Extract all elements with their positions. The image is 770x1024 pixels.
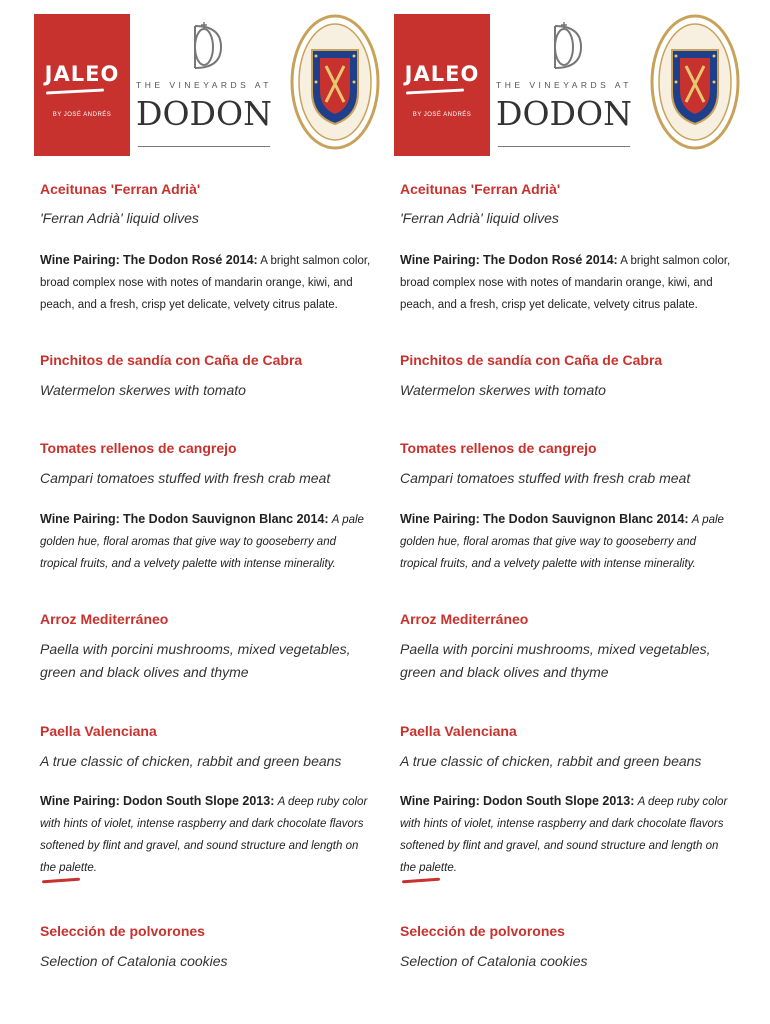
dodon-rule [138,146,270,147]
jaleo-logo-word: JALEO [404,62,480,86]
menu-item-title: Selección de polvorones [400,923,565,939]
dodon-logo [134,14,274,156]
menu-card-right [394,0,744,1024]
dodon-monogram-icon [181,22,227,80]
dodon-logo [494,14,634,156]
menu-item-title: Tomates rellenos de cangrejo [40,440,237,456]
menu-item-desc: Watermelon skerwes with tomato [400,382,606,398]
menu-item-desc: Paella with porcini mushrooms, mixed vegetables, green and black olives and thyme [400,641,711,680]
dodon-rule [498,146,630,147]
pairing-note: A deep ruby color with hints of violet, intense raspberry and dark chocolate flavors softened by flint and gravel, and sound structure and length on the palette. [40,796,368,874]
dodon-top-line: THE VINEYARDS AT [136,80,272,90]
pairing-label: Wine Pairing: [40,512,120,526]
menu-item-desc: Campari tomatoes stuffed with fresh crab meat [400,470,691,486]
pairing-wine: Dodon South Slope 2013: [122,794,275,808]
menu-item-title: Aceitunas 'Ferran Adrià' [400,181,561,197]
rotisseurs-seal [290,12,380,152]
dodon-top-line: THE VINEYARDS AT [496,80,632,90]
pairing-wine: The Dodon Rosé 2014: [122,253,258,267]
menu-item-desc: Selection of Catalonia cookies [400,953,588,969]
jaleo-logo [394,14,490,156]
rotisseurs-seal-icon [290,12,380,152]
menu-item-title: Pinchitos de sandía con Caña de Cabra [400,352,663,368]
pairing-note: A deep ruby color with hints of violet, intense raspberry and dark chocolate flavors softened by flint and gravel, and sound structure and length on the palette. [400,796,728,874]
pairing-label: Wine Pairing: [40,253,120,267]
rotisseurs-seal [650,12,740,152]
pairing-label: Wine Pairing: [400,512,480,526]
wine-pairing [400,249,732,316]
menu-item-title: Arroz Mediterráneo [40,611,169,627]
menu-item-title: Aceitunas 'Ferran Adrià' [40,181,201,197]
menu-item-desc: Watermelon skerwes with tomato [40,382,246,398]
pairing-wine: The Dodon Sauvignon Blanc 2014: [482,512,689,526]
pairing-label: Wine Pairing: [400,253,480,267]
dodon-name: DODON [136,94,272,133]
menu-item-title: Pinchitos de sandía con Caña de Cabra [40,352,303,368]
pairing-note: A bright salmon color, broad complex nose with notes of mandarin orange, kiwi, and peach, and a fresh, crisp yet delicate, velvety citrus palate. [400,255,731,311]
pairing-label: Wine Pairing: [400,794,480,808]
jaleo-swoosh [46,88,104,94]
menu-item-desc: 'Ferran Adrià' liquid olives [40,210,199,226]
dodon-name: DODON [496,94,632,133]
dodon-monogram-icon [541,22,587,80]
menu-item-desc: A true classic of chicken, rabbit and green beans [400,753,702,769]
menu-item-desc: Paella with porcini mushrooms, mixed vegetables, green and black olives and thyme [40,641,351,680]
pairing-wine: Dodon South Slope 2013: [482,794,635,808]
wine-pairing [400,790,732,879]
wine-pairing [400,508,732,575]
wine-pairing [40,508,372,575]
menu-item-title: Paella Valenciana [400,723,517,739]
rotisseurs-seal-icon [650,12,740,152]
menu-item-desc: Campari tomatoes stuffed with fresh crab meat [40,470,331,486]
pairing-wine: The Dodon Rosé 2014: [482,253,618,267]
pairing-wine: The Dodon Sauvignon Blanc 2014: [122,512,329,526]
jaleo-logo [34,14,130,156]
pairing-note: A pale golden hue, floral aromas that give way to gooseberry and tropical fruits, and a velvety palette with intense minerality. [400,514,724,570]
pairing-label: Wine Pairing: [40,794,120,808]
menu-item-title: Selección de polvorones [40,923,205,939]
wine-pairing [40,790,372,879]
logo-header [394,0,744,160]
jaleo-swoosh [406,88,464,94]
menu-item-title: Tomates rellenos de cangrejo [400,440,597,456]
menu-card-left [34,0,384,1024]
jaleo-byline: BY JOSÉ ANDRÉS [52,112,112,118]
jaleo-logo-word: JALEO [44,62,120,86]
menu-item-title: Arroz Mediterráneo [400,611,529,627]
menu-item-desc: A true classic of chicken, rabbit and green beans [40,753,342,769]
pairing-note: A pale golden hue, floral aromas that give way to gooseberry and tropical fruits, and a velvety palette with intense minerality. [40,514,364,570]
wine-pairing [40,249,372,316]
menu-item-title: Paella Valenciana [40,723,157,739]
menu-item-desc: Selection of Catalonia cookies [40,953,228,969]
jaleo-byline: BY JOSÉ ANDRÉS [412,112,472,118]
logo-header [34,0,384,160]
menu-item-desc: 'Ferran Adrià' liquid olives [400,210,559,226]
pairing-note: A bright salmon color, broad complex nose with notes of mandarin orange, kiwi, and peach, and a fresh, crisp yet delicate, velvety citrus palate. [40,255,371,311]
